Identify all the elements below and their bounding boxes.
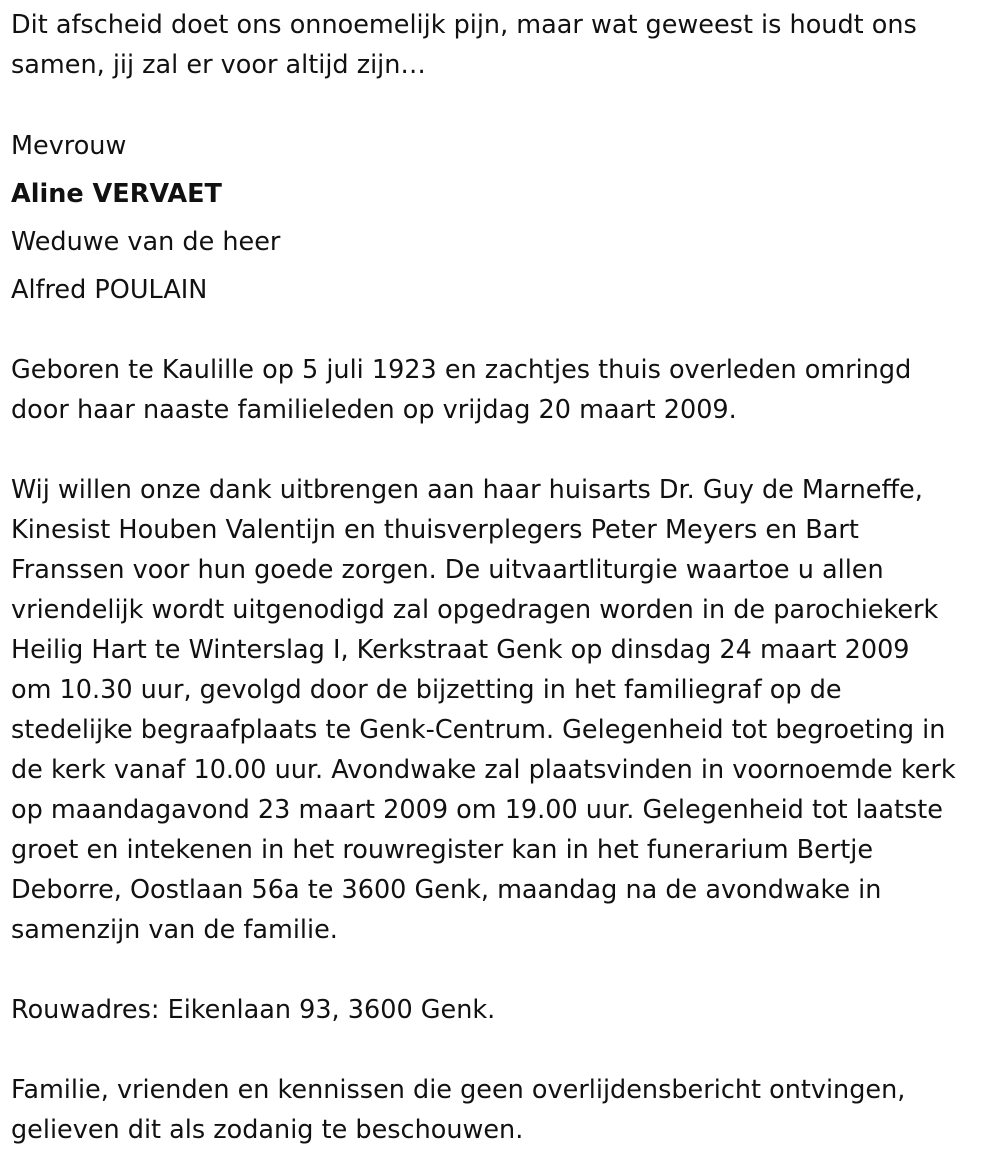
thanks-funeral-line: stedelijke begraafplaats te Genk-Centrum. Gelegenheid tot begroeting in [11, 715, 946, 745]
birth-death-line: Geboren te Kaulille op 5 juli 1923 en zachtjes thuis overleden omringd [11, 355, 912, 385]
mourning-address: Rouwadres: Eikenlaan 93, 3600 Genk. [11, 995, 496, 1025]
deceased-block [11, 122, 991, 314]
thanks-funeral-line: Deborre, Oostlaan 56a te 3600 Genk, maandag na de avondwake in [11, 875, 882, 905]
thanks-funeral-line: groet en intekenen in het rouwregister kan in het funerarium Bertje [11, 835, 874, 865]
thanks-funeral-line: Franssen voor hun goede zorgen. De uitvaartliturgie waartoe u allen [11, 555, 884, 585]
deceased-relation: Weduwe van de heer [11, 227, 281, 257]
closing-paragraph [11, 1070, 991, 1150]
thanks-funeral-line: om 10.30 uur, gevolgd door de bijzetting in het familiegraf op de [11, 675, 842, 705]
thanks-funeral-line: de kerk vanaf 10.00 uur. Avondwake zal plaatsvinden in voornoemde kerk [11, 755, 956, 785]
deceased-title: Mevrouw [11, 131, 127, 161]
closing-line: Familie, vrienden en kennissen die geen overlijdensbericht ontvingen, [11, 1075, 906, 1105]
thanks-funeral-line: vriendelijk wordt uitgenodigd zal opgedragen worden in de parochiekerk [11, 595, 939, 625]
opening-paragraph [11, 5, 991, 85]
spacer [11, 85, 991, 125]
birth-death-line: door haar naaste familieleden op vrijdag 20 maart 2009. [11, 395, 737, 425]
spacer [11, 314, 991, 354]
spacer [11, 1030, 991, 1070]
thanks-funeral-line: Heilig Hart te Winterslag I, Kerkstraat Genk op dinsdag 24 maart 2009 [11, 635, 910, 665]
thanks-funeral-paragraph [11, 470, 991, 950]
spacer [11, 950, 991, 990]
opening-line: samen, jij zal er voor altijd zijn… [11, 50, 426, 80]
birth-death-paragraph [11, 350, 991, 430]
deceased-name: Aline VERVAET [11, 179, 222, 209]
opening-line: Dit afscheid doet ons onnoemelijk pijn, maar wat geweest is houdt ons [11, 10, 917, 40]
thanks-funeral-line: Kinesist Houben Valentijn en thuisverplegers Peter Meyers en Bart [11, 515, 859, 545]
thanks-funeral-line: samenzijn van de familie. [11, 915, 338, 945]
deceased-spouse: Alfred POULAIN [11, 275, 208, 305]
thanks-funeral-line: op maandagavond 23 maart 2009 om 19.00 uur. Gelegenheid tot laatste [11, 795, 943, 825]
address-paragraph [11, 990, 991, 1030]
spacer [11, 430, 991, 470]
thanks-funeral-line: Wij willen onze dank uitbrengen aan haar huisarts Dr. Guy de Marneffe, [11, 475, 923, 505]
obituary-document [11, 0, 991, 1150]
closing-line: gelieven dit als zodanig te beschouwen. [11, 1115, 524, 1145]
